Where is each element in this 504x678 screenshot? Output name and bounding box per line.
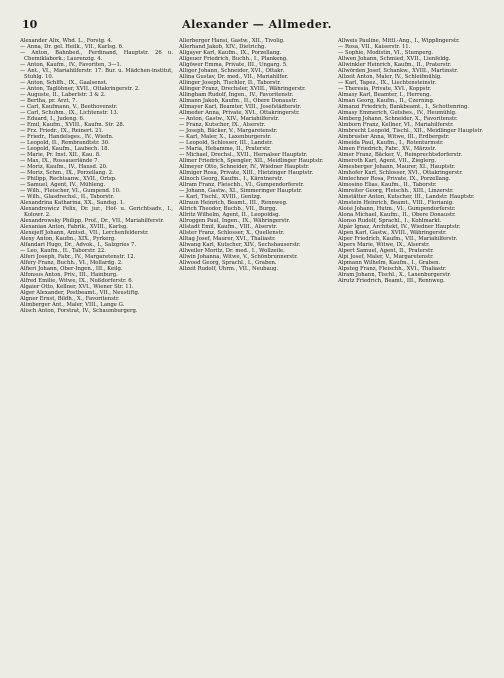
directory-entry: — Joseph, Bäcker, V., Margaretenstr. (179, 128, 278, 134)
directory-entry: Alexanian Anton, Fabrik., XVIII., Karlsg. (20, 224, 128, 230)
directory-entry: — Sophie, Modistin, VI., Stumperg. (338, 50, 434, 56)
directory-entry: Almasy Karl, Beamter, I., Herreng. (338, 92, 432, 98)
directory-entry: — Wilh., Fleischer, VI., Gumpend. 10. (20, 188, 121, 194)
directory-entry: Allwang Karl, Kutscher, XIV., Sechshauserstr. (179, 242, 301, 248)
directory-entry: — Anton, Bahnbed., Ferdinand, Hauptstr. 26 u. Chemiklabork.; Laurenzig. 4. (20, 50, 173, 62)
directory-entry: Almen Friedrich, Fabr., XV., Märzstr. (338, 146, 437, 152)
directory-entry: Allram Franz, Fleischh., VI., Gumpendorferstr. (179, 182, 305, 188)
directory-entry: Almreiter Georg, Fleischh., XIII., Linzerstr. (338, 188, 454, 194)
directory-entry: Almstätter Anton, Kutscher, III., Landstr. Hauptstr. (338, 194, 475, 200)
directory-entry: Allingham Rudolf, Ingen., IV., Favoritenstr. (179, 92, 294, 98)
directory-entry: Allzeit Anton, Maler, IV., Schleifmühlg. (338, 74, 442, 80)
directory-entry: Algner Ernst, Bildh., X., Favoritenstr. (20, 296, 120, 302)
directory-entry: — Franz, Kutscher, IX., Alserstr. (179, 122, 266, 128)
column-left (20, 38, 173, 670)
directory-entry: — Wilh., Glasdrechsl., II., Taborstr. (20, 194, 114, 200)
directory-entry: Alfieri Johann, Ober-Ingen., III., Keilg. (20, 266, 123, 272)
directory-entry: Algaier Otto, Kellner, XVI., Wiener Str. 11. (20, 284, 134, 290)
directory-entry: Almborn Franz, Kellner, VI., Mariahilferstr. (338, 122, 454, 128)
directory-entry: Almesberger Johann, Maurer, XI., Hauptstr. (338, 164, 456, 170)
directory-entry: Alexandrina Katharina, XX., Sandsg. 1. (20, 200, 125, 206)
directory-entry: Alper Friedrich, Kaufm., VII., Mariahilferstr. (338, 236, 458, 242)
directory-entry: Allmeder Anna, Private, XVI., Ottakringerstr. (179, 110, 300, 116)
directory-entry: — Anna, Dr. gel. Heilk., VII., Karlsg. 6. (20, 44, 124, 50)
directory-entry: — Leopold, Kaufm., Laubech. 18. (20, 146, 110, 152)
directory-entry: Allzeit Rudolf, Uhrm., VII., Neubaug. (179, 266, 279, 272)
directory-entry: Alpers Marie, Witwe, IX., Alserstr. (338, 242, 430, 248)
directory-entry: — Emil, Kaufm., XVIII., Kaufm. Str. 28. (20, 122, 125, 128)
directory-entry: — Anton, Schlfh., IX., Gaalsenst. (20, 80, 108, 86)
directory-entry: Allgayer Karl, Kaufm., IX., Porzellang. (179, 50, 282, 56)
directory-entry: — Michael, Drechsl., XVII., Hernalser Hauptstr. (179, 152, 308, 158)
directory-entry: Allmeyer Otto, Schneider, IV., Wiedner Hauptstr. (179, 164, 310, 170)
directory-entry: — Philipp, Rechtsanw., XVII., Ortsp. (20, 176, 117, 182)
directory-entry: — Maria, Hebamme, II., Praterstr. (179, 146, 271, 152)
directory-entry: — Frz. Friedr., IX., Reinert. 21. (20, 128, 104, 134)
column-middle (179, 38, 332, 670)
directory-entry: Almasy Emmerich, Gutsbes., IV., Heumühlg. (338, 110, 457, 116)
directory-entry: — Leo, Kaufm., II., Taborstr. 22. (20, 248, 106, 254)
directory-entry: Almstein Heinrich, Beamt., VIII., Florianig. (338, 200, 454, 206)
directory-entry: Almeroth Karl, Agent, VII., Zieglerg. (338, 158, 436, 164)
directory-entry: Almosino Elias, Kaufm., II., Taborstr. (338, 182, 437, 188)
directory-entry: Almberg Johann, Schneider, X., Favoritenstr. (338, 116, 458, 122)
directory-entry: Alpen Karl, Gastw., XVIII., Währingerstr. (338, 230, 447, 236)
directory-entry: Alfonsus Anton, Priv., III., Hainburg. (20, 272, 118, 278)
directory-entry: Almer Franz, Bäcker, V., Reinprechtsdorferstr. (338, 152, 463, 158)
directory-entry: — Bertha, pr. Arzt, 7. (20, 98, 78, 104)
directory-entry: Almeida Paul, Kaufm., I., Rotenturmstr. (338, 140, 444, 146)
directory-entry: Alona Michael, Kaufm., II., Obere Donaustr. (338, 212, 456, 218)
directory-entry: Allgeuer Friedrich, Buchh., I., Plankeng. (179, 56, 288, 62)
directory-entry: Allmann Jakob, Kaufm., II., Obere Donaustr. (179, 98, 298, 104)
directory-entry: Allroggen Paul, Ingen., IX., Währingerstr. (179, 218, 291, 224)
directory-entry: Alfred Emilie, Witwe, IX., Nußdorferstr. 6. (20, 278, 134, 284)
directory-entry: Alexejeff Johann, Amtsd., VII., Lerchenfelderstr. (20, 230, 149, 236)
directory-entry: Alrutz Friedrich, Beamt., III., Rennweg. (338, 278, 445, 284)
directory-entry: Alfandari Hugo, Dr., Advok., I., Salzgries 7. (20, 242, 137, 248)
directory-entry: — Karl, Tischl., XVIII., Gentzg. (179, 194, 262, 200)
directory-columns (20, 38, 492, 670)
directory-entry: — Carl, Schuhm., IX., Lichtenstr. 13. (20, 110, 119, 116)
directory-entry: — Anton, Gastw., XIV., Mariahilferstr. (179, 116, 280, 122)
directory-entry: — Theresia, Private, XVI., Koppstr. (338, 86, 432, 92)
directory-entry: Allinger Joseph, Tischler, II., Taborstr. (179, 80, 281, 86)
directory-entry: — Karl, Tapez., IX., Liechtensteinstr. (338, 80, 437, 86)
directory-entry: Alonso Rudolf, Sprachl., I., Kohlmarkt. (338, 218, 442, 224)
directory-entry: — Karl, Maler, X., Laxenburgerstr. (179, 134, 272, 140)
directory-entry: Allnoch Georg, Kaufm., I., Kärntnerstr. (179, 176, 284, 182)
directory-entry: Alpsteg Franz, Fleischh., XVI., Thaliastr. (338, 266, 447, 272)
directory-entry: Alexandrowicz Felix, Dr. jur., Hof- u. Gerichtsadv., I., Kolowr. 2. (20, 206, 173, 218)
directory-entry: Almlechner Rosa, Private, IX., Porzellang. (338, 176, 451, 182)
directory-entry: — Marie, Pr. Inst. XII., Kau. 8. (20, 152, 101, 158)
directory-entry: Allweis Pauline, Mittl.-Ang., I., Wipplingerstr. (338, 38, 460, 44)
directory-entry: Allwörden Josef, Schankw., XVIII., Martinstr. (338, 68, 458, 74)
directory-entry: Allster Franz, Schlosser, X., Quellenstr. (179, 230, 285, 236)
directory-entry: Alpi Josef, Maler, V., Margaretenstr. (338, 254, 434, 260)
directory-entry: — Leopold, II., Rembrandtstr. 30. (20, 140, 110, 146)
directory-entry: — Leopold, Schlosser, III., Landstr. (179, 140, 273, 146)
directory-entry: Allgöwer Emma, Private, III., Ungarg. 5. (179, 62, 288, 68)
directory-entry: Alger Alexander, Postbeamt., VII., Neustiftg. (20, 290, 140, 296)
page-header (22, 18, 492, 32)
directory-entry: Allina Gustav, Dr. med., VII., Mariahilfer. (179, 74, 289, 80)
directory-entry: Almbruster Anna, Witwe, III., Erdbergstr. (338, 134, 450, 140)
directory-entry: — Samuel, Agent, IV., Mühleng. (20, 182, 106, 188)
page-title: Alexander — Allmeder. (182, 18, 332, 31)
directory-entry: Alman Georg, Kaufm., II., Czerning. (338, 98, 435, 104)
directory-entry: Aloisi Johann, Hutm., VI., Gumpendorferstr. (338, 206, 456, 212)
directory-entry: Alexander Alix, Whd. L., Forstg. 4. (20, 38, 113, 44)
directory-entry: Alpert Samuel, Agent, II., Praterstr. (338, 248, 434, 254)
directory-entry: — Carl, Kaufmann, V., Beethovenstr. (20, 104, 118, 110)
directory-entry: Almhofer Karl, Schlosser, XVI., Ottakringerstr. (338, 170, 463, 176)
directory-entry: Allrich Theodor, Buchb., VII., Burgg. (179, 206, 278, 212)
directory-entry: Allraun Heinrich, Beamt., III., Rennweg. (179, 200, 288, 206)
directory-entry: Alpmann Wilhelm, Kaufm., I., Graben. (338, 260, 441, 266)
directory-entry: — Max, IX., Rossauerlände 7. (20, 158, 100, 164)
directory-entry: Allmayer Karl, Beamter, VIII., Josefstädterstr. (179, 104, 302, 110)
directory-entry: Alimberger Ant., Maler, VIII., Lange G. (20, 302, 125, 308)
directory-entry: — Johann, Gastw., XI., Simmeringer Hauptstr. (179, 188, 303, 194)
directory-entry: — Friedr., Handelsges., IV., Wiedn. (20, 134, 114, 140)
directory-entry: Alltag Josef, Maurer, XVI., Thaliastr. (179, 236, 276, 242)
directory-entry: Allerhand Jakob, XIV., Dietrichg. (179, 44, 267, 50)
directory-entry: — Moriz, Kaufm., IV., Hausd. 20. (20, 164, 108, 170)
directory-entry: Allstadt Emil, Kaufm., VIII., Alserstr. (179, 224, 278, 230)
directory-entry: Alexandrowsky Philipp, Prof., Dr., VII., Mariahilferstr. (20, 218, 164, 224)
directory-entry: — Moriz, Schm., IX., Porzellang. 2. (20, 170, 114, 176)
directory-entry: — Eduard, I., Judeng. 6. (20, 116, 85, 122)
directory-entry: Alexy Anton, Kaufm., XIX., Pyrkerg. (20, 236, 116, 242)
directory-entry: Almbrecht Leopold, Tischl., XII., Meidlinger Hauptstr. (338, 128, 484, 134)
directory-entry: Alfery Franz, Buchh., VI., Mollardg. 2. (20, 260, 123, 266)
directory-entry: Allweiler Moritz, Dr. med., I., Wollzeile. (179, 248, 285, 254)
directory-entry: Allmer Friedrich, Spengler, XII., Meidlinger Hauptstr. (179, 158, 324, 164)
directory-entry: Alferi Joseph, Fabr., IV., Margaretenstr. 12. (20, 254, 136, 260)
directory-entry: Allwen Johann, Schmied, XVII., Lienfeldg. (338, 56, 451, 62)
directory-entry: Allwin Johanna, Witwe, V., Schönbrunnerstr. (179, 254, 298, 260)
directory-entry: — Anton, Taglöhner, XVII., Ottakringerstr. 2. (20, 86, 140, 92)
directory-entry: Alliger Johann, Schneider, XVI., Ottakr. (179, 68, 285, 74)
directory-entry: Alram Johann, Tischl., X., Laxenburgerstr. (338, 272, 451, 278)
directory-entry: — Ant., VI., Mariahilferstr. 17. Bur. u. Mädchen-institut, Stuhlg. 10. (20, 68, 173, 80)
directory-entry: Allmiger Rosa, Private, XIII., Hietzinger Hauptstr. (179, 170, 314, 176)
directory-entry: Allinger Franz, Drechsler, XVIII., Währingerstr. (179, 86, 306, 92)
directory-entry: — Auguste, II., Laberlstr. 3 & 2. (20, 92, 106, 98)
column-right (338, 38, 491, 670)
directory-entry: — Anton, Kaufm., IV., Favoriten, 3—1. (20, 62, 122, 68)
directory-entry: — Rosa, VII., Kaiserstr. 11. (338, 44, 411, 50)
directory-entry: Allwinkler Heinrich, Kaufm., II., Praterstr. (338, 62, 452, 68)
directory-entry: Alpár Ignaz, Architekt, IV., Wiedner Hauptstr. (338, 224, 461, 230)
directory-entry: Allritz Wilhelm, Agent, II., Leopoldsg. (179, 212, 281, 218)
page-number: 10 (22, 18, 38, 31)
directory-entry: Allerberger Hansi, Gastw., XII., Tivolig. (179, 38, 285, 44)
directory-entry: Alisch Anton, Forstrat, IV., Schaumburgerg. (20, 308, 138, 314)
directory-entry: Allwood Georg, Sprachl., I., Graben. (179, 260, 277, 266)
directory-entry: Almanzi Friedrich, Bankbeamt., I., Schottenring. (338, 104, 470, 110)
